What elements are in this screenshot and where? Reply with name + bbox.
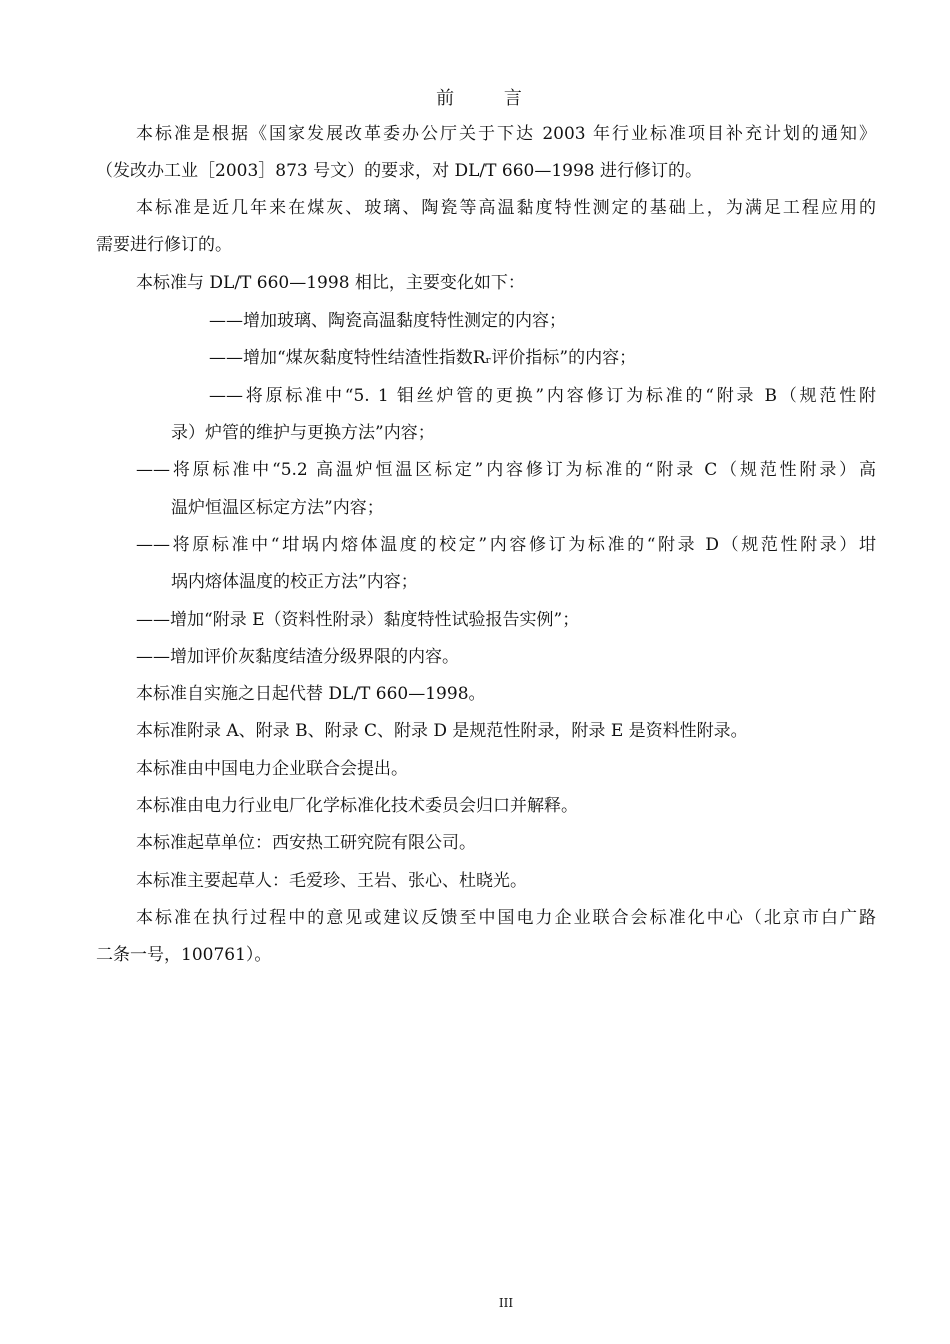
- list-item-continuation: 温炉恒温区标定方法”内容；: [171, 498, 384, 518]
- paragraph-line: 本标准与 DL/T 660—1998 相比，主要变化如下：: [136, 273, 525, 293]
- list-item: ——将原标准中“坩埚内熔体温度的校定”内容修订为标准的“附录 D（规范性附录）坩: [136, 535, 876, 555]
- paragraph-line: 本标准是根据《国家发展改革委办公厅关于下达 2003 年行业标准项目补充计划的通知》: [136, 124, 876, 144]
- paragraph-line: 本标准是近几年来在煤灰、玻璃、陶瓷等高温黏度特性测定的基础上，为满足工程应用的: [136, 198, 876, 218]
- list-item: ——将原标准中“5. 1 钼丝炉管的更换”内容修订为标准的“附录 B（规范性附: [209, 386, 876, 406]
- paragraph-line: 本标准起草单位：西安热工研究院有限公司。: [136, 833, 476, 853]
- paragraph-line: 需要进行修订的。: [96, 235, 232, 255]
- list-item: ——增加玻璃、陶瓷高温黏度特性测定的内容；: [209, 311, 566, 331]
- paragraph-line: 本标准在执行过程中的意见或建议反馈至中国电力企业联合会标准化中心（北京市白广路: [136, 908, 876, 928]
- list-item: ——增加“煤灰黏度特性结渣性指数Rᵣ评价指标”的内容；: [209, 348, 637, 368]
- paragraph-line: 本标准自实施之日起代替 DL/T 660—1998。: [136, 684, 486, 704]
- paragraph-line: （发改办工业［2003］873 号文）的要求，对 DL/T 660—1998 进行修订的。: [96, 161, 703, 181]
- paragraph-line: 本标准由中国电力企业联合会提出。: [136, 759, 408, 779]
- list-item: ——增加“附录 E（资料性附录）黏度特性试验报告实例”；: [136, 610, 580, 630]
- page-title: 前 言: [436, 88, 544, 109]
- paragraph-line: 本标准附录 A、附录 B、附录 C、附录 D 是规范性附录，附录 E 是资料性附录。: [136, 721, 748, 741]
- page-number: III: [498, 1296, 514, 1310]
- list-item-continuation: 录）炉管的维护与更换方法”内容；: [171, 423, 435, 443]
- list-item: ——增加评价灰黏度结渣分级界限的内容。: [136, 647, 459, 667]
- paragraph-line: 二条一号，100761）。: [96, 945, 272, 965]
- list-item-continuation: 埚内熔体温度的校正方法”内容；: [171, 572, 418, 592]
- list-item: ——将原标准中“5.2 高温炉恒温区标定”内容修订为标准的“附录 C（规范性附录）高: [136, 460, 877, 480]
- paragraph-line: 本标准由电力行业电厂化学标准化技术委员会归口并解释。: [136, 796, 578, 816]
- paragraph-line: 本标准主要起草人：毛爱珍、王岩、张心、杜晓光。: [136, 871, 527, 891]
